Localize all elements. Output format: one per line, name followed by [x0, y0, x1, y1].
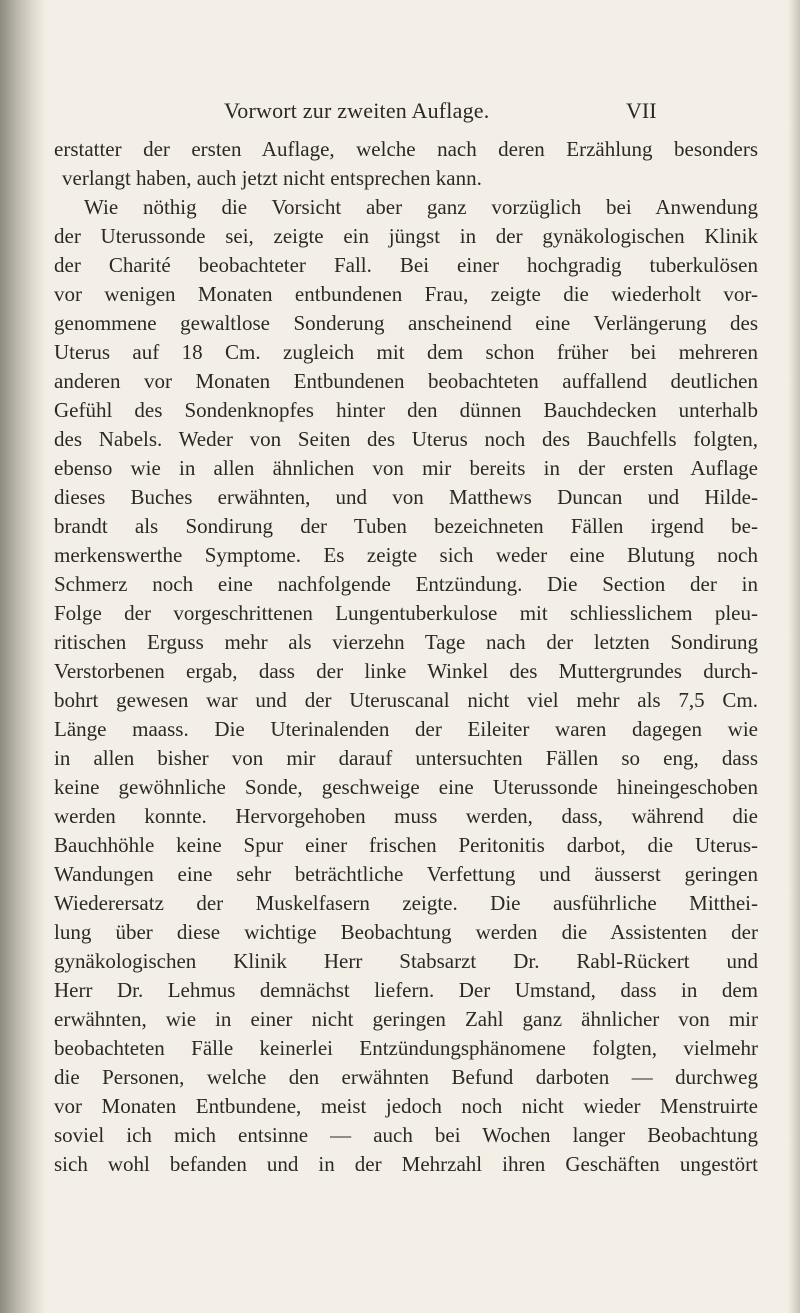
body-text — [54, 135, 758, 1179]
running-header-title: Vorwort zur zweiten Auflage. — [224, 98, 490, 123]
text-line: des Nabels. Weder von Seiten des Uterus noch des Bauchfells folgten, — [54, 427, 758, 451]
text-line: Schmerz noch eine nachfolgende Entzündung. Die Section der in — [54, 572, 758, 596]
text-line: Folge der vorgeschrittenen Lungentuberkulose mit schliesslichem pleu- — [54, 601, 758, 625]
text-line: in allen bisher von mir darauf untersuchten Fällen so eng, dass — [54, 746, 758, 770]
page-number: VII — [626, 98, 657, 123]
text-line: der Charité beobachteter Fall. Bei einer hochgradig tuberkulösen — [54, 253, 758, 277]
text-line: gynäkologischen Klinik Herr Stabsarzt Dr. Rabl-Rückert und — [54, 949, 758, 973]
text-line: Gefühl des Sondenknopfes hinter den dünnen Bauchdecken unterhalb — [54, 398, 758, 422]
text-line: lung über diese wichtige Beobachtung werden die Assistenten der — [54, 920, 758, 944]
text-line: erwähnten, wie in einer nicht geringen Zahl ganz ähnlicher von mir — [54, 1007, 758, 1031]
text-line: merkenswerthe Symptome. Es zeigte sich weder eine Blutung noch — [54, 543, 758, 567]
running-header — [0, 98, 800, 132]
page-gutter-shadow — [0, 0, 46, 1313]
text-line: bohrt gewesen war und der Uteruscanal nicht viel mehr als 7,5 Cm. — [54, 688, 758, 712]
text-line: erstatter der ersten Auflage, welche nach deren Erzählung besonders — [54, 137, 758, 161]
text-line: Wandungen eine sehr beträchtliche Verfettung und äusserst geringen — [54, 862, 758, 886]
text-line: Wie nöthig die Vorsicht aber ganz vorzüglich bei Anwendung — [84, 195, 758, 219]
text-line: brandt als Sondirung der Tuben bezeichneten Fällen irgend be- — [54, 514, 758, 538]
text-line: verlangt haben, auch jetzt nicht entsprechen kann. — [62, 166, 482, 190]
text-line: soviel ich mich entsinne — auch bei Wochen langer Beobachtung — [54, 1123, 758, 1147]
text-line: sich wohl befanden und in der Mehrzahl ihren Geschäften ungestört — [54, 1152, 758, 1176]
text-line: Uterus auf 18 Cm. zugleich mit dem schon früher bei mehreren — [54, 340, 758, 364]
text-line: genommene gewaltlose Sonderung anscheinend eine Verlängerung des — [54, 311, 758, 335]
text-line: Wiederersatz der Muskelfasern zeigte. Die ausführliche Mitthei- — [54, 891, 758, 915]
text-line: anderen vor Monaten Entbundenen beobachteten auffallend deutlichen — [54, 369, 758, 393]
text-line: Bauchhöhle keine Spur einer frischen Peritonitis darbot, die Uterus- — [54, 833, 758, 857]
text-line: vor wenigen Monaten entbundenen Frau, zeigte die wiederholt vor- — [54, 282, 758, 306]
text-line: Herr Dr. Lehmus demnächst liefern. Der Umstand, dass in dem — [54, 978, 758, 1002]
text-line: die Personen, welche den erwähnten Befund darboten — durchweg — [54, 1065, 758, 1089]
text-line: dieses Buches erwähnten, und von Matthews Duncan und Hilde- — [54, 485, 758, 509]
text-line: der Uterussonde sei, zeigte ein jüngst in der gynäkologischen Klinik — [54, 224, 758, 248]
text-line: keine gewöhnliche Sonde, geschweige eine Uterussonde hineingeschoben — [54, 775, 758, 799]
text-line: ebenso wie in allen ähnlichen von mir bereits in der ersten Auflage — [54, 456, 758, 480]
text-line: Verstorbenen ergab, dass der linke Winkel des Muttergrundes durch- — [54, 659, 758, 683]
text-line: Länge maass. Die Uterinalenden der Eileiter waren dagegen wie — [54, 717, 758, 741]
page-edge-shadow — [788, 0, 800, 1313]
text-line: ritischen Erguss mehr als vierzehn Tage nach der letzten Sondirung — [54, 630, 758, 654]
text-line: vor Monaten Entbundene, meist jedoch noch nicht wieder Menstruirte — [54, 1094, 758, 1118]
text-line: werden konnte. Hervorgehoben muss werden, dass, während die — [54, 804, 758, 828]
text-line: beobachteten Fälle keinerlei Entzündungsphänomene folgten, vielmehr — [54, 1036, 758, 1060]
